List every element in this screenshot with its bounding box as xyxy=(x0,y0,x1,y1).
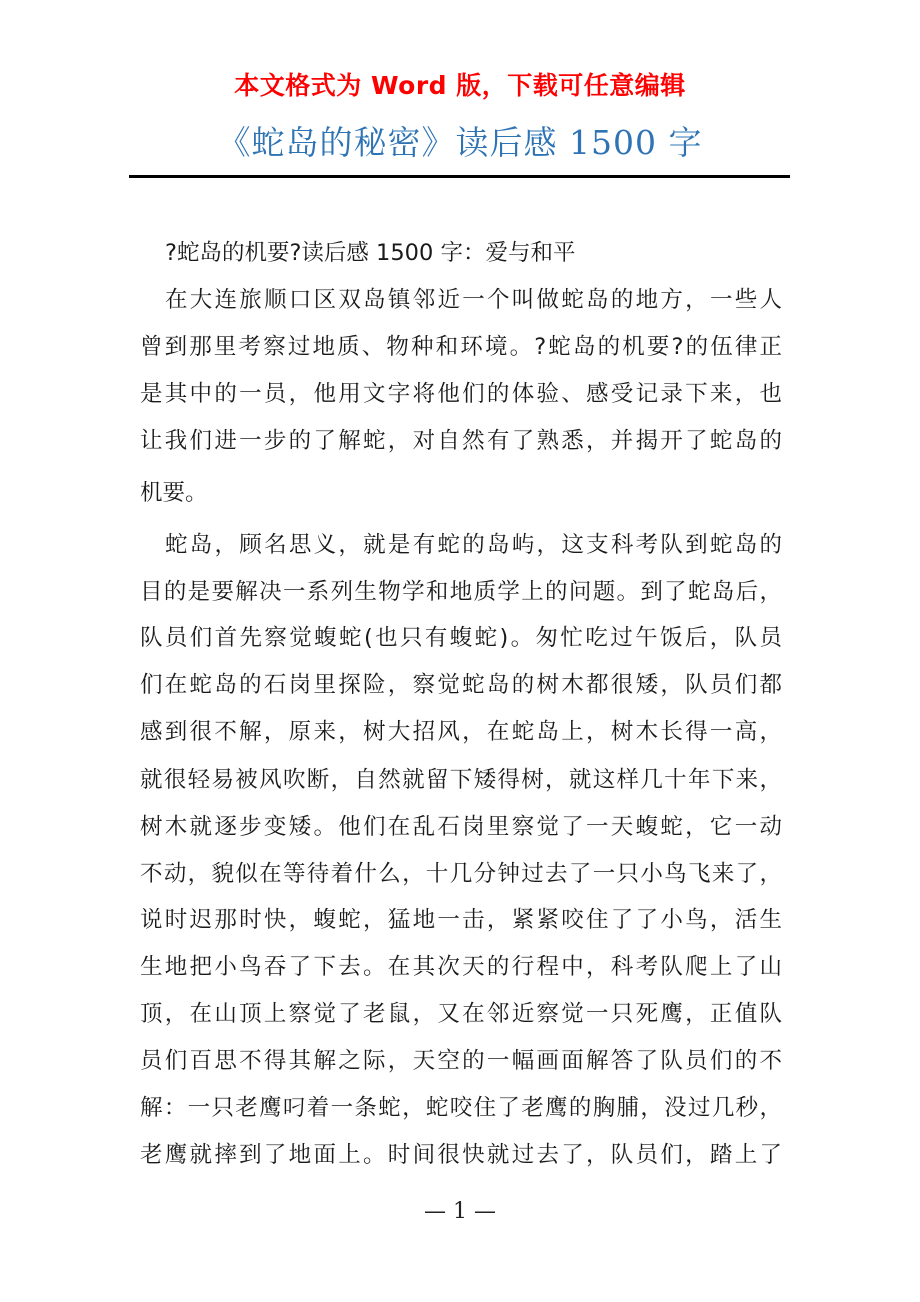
paragraph-1-line-3: 是其中的一员，他用文字将他们的体验、感受记录下来，也 xyxy=(140,381,782,407)
page-number: — 1 — xyxy=(424,1199,496,1224)
paragraph-2-line-6: 就很轻易被风吹断，自然就留下矮得树，就这样几十年下来， xyxy=(140,767,782,793)
paragraph-1-line-4: 让我们进一步的了解蛇，对自然有了熟悉，并揭开了蛇岛的 xyxy=(140,428,782,454)
title-divider xyxy=(129,175,790,178)
paragraph-2-line-7: 树木就逐步变矮。他们在乱石岗里察觉了一天蝮蛇，它一动 xyxy=(140,814,782,840)
paragraph-2-line-13: 解：一只老鹰叼着一条蛇，蛇咬住了老鹰的胸脯，没过几秒， xyxy=(140,1095,782,1121)
paragraph-2-line-5: 感到很不解，原来，树大招风，在蛇岛上，树木长得一高， xyxy=(140,719,782,745)
paragraph-2-line-3: 队员们首先察觉蝮蛇(也只有蝮蛇)。匆忙吃过午饭后，队员 xyxy=(140,625,782,651)
paragraph-2-line-12: 员们百思不得其解之际，天空的一幅画面解答了队员们的不 xyxy=(140,1048,782,1074)
paragraph-1-line-2: 曾到那里考察过地质、物种和环境。?蛇岛的机要?的伍律正 xyxy=(140,334,782,360)
paragraph-1-line-5: 机要。 xyxy=(140,480,208,506)
paragraph-2-line-1: 蛇岛，顾名思义，就是有蛇的岛屿，这支科考队到蛇岛的 xyxy=(165,532,782,558)
paragraph-2-line-8: 不动，貌似在等待着什么，十几分钟过去了一只小鸟飞来了， xyxy=(140,861,782,887)
paragraph-2-line-11: 顶，在山顶上察觉了老鼠，又在邻近察觉一只死鹰，正值队 xyxy=(140,1001,782,1027)
paragraph-2-line-10: 生地把小鸟吞了下去。在其次天的行程中，科考队爬上了山 xyxy=(140,954,782,980)
document-title: 《蛇岛的秘密》读后感 1500 字 xyxy=(217,123,703,162)
paragraph-2-line-14: 老鹰就摔到了地面上。时间很快就过去了，队员们，踏上了 xyxy=(140,1142,782,1168)
paragraph-2-line-4: 们在蛇岛的石岗里探险，察觉蛇岛的树木都很矮，队员们都 xyxy=(140,672,782,698)
paragraph-2-line-2: 目的是要解决一系列生物学和地质学上的问题。到了蛇岛后， xyxy=(140,579,782,605)
editable-format-notice: 本文格式为 Word 版，下载可任意编辑 xyxy=(234,71,686,100)
paragraph-2-line-9: 说时迟那时快，蝮蛇，猛地一击，紧紧咬住了了小鸟，活生 xyxy=(140,907,782,933)
subtitle-line: ?蛇岛的机要?读后感 1500 字：爱与和平 xyxy=(165,240,576,266)
paragraph-1-line-1: 在大连旅顺口区双岛镇邻近一个叫做蛇岛的地方，一些人 xyxy=(165,287,782,313)
